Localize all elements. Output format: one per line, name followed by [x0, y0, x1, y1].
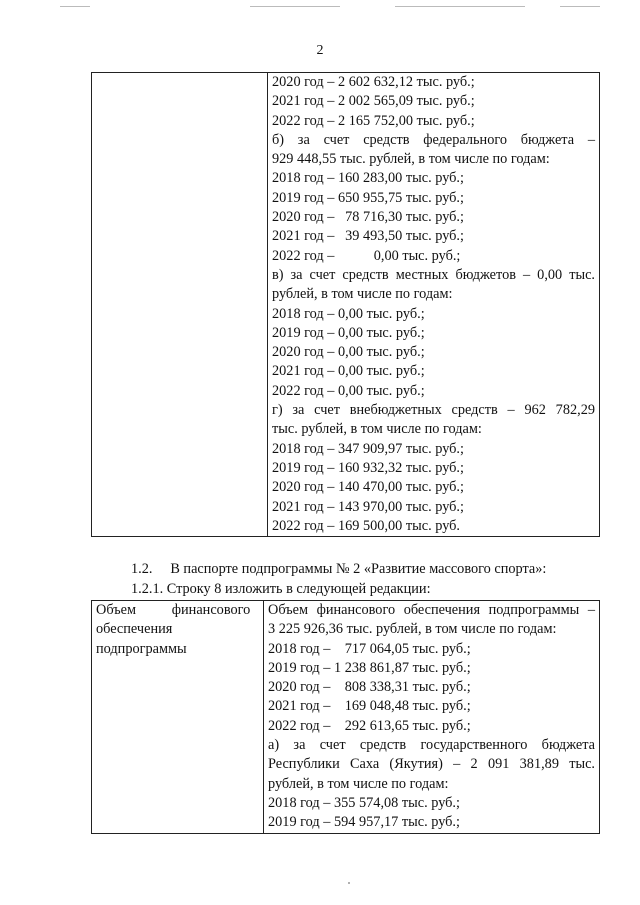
table1-line: б) за счет средств федерального бюджета – [272, 131, 595, 148]
table2-line: 2020 год – 808 338,31 тыс. руб.; [268, 679, 471, 696]
table1-line: 2019 год – 0,00 тыс. руб.; [272, 324, 425, 341]
table1-line: 2020 год – 78 716,30 тыс. руб.; [272, 209, 464, 226]
table1-line: 2022 год – 2 165 752,00 тыс. руб.; [272, 112, 475, 129]
scan-noise [60, 6, 90, 7]
table1-line: г) за счет внебюджетных средств – 962 782,29 [272, 402, 595, 419]
table1-right-cell [268, 73, 600, 537]
scan-noise [395, 6, 525, 7]
table2-line: 2022 год – 292 613,65 тыс. руб.; [268, 717, 471, 734]
table2-label-line: Объем финансового [96, 602, 251, 618]
table2-line: 2018 год – 717 064,05 тыс. руб.; [268, 640, 471, 657]
table1-line: 2019 год – 160 932,32 тыс. руб.; [272, 459, 464, 476]
table2-label-line: подпрограммы [96, 640, 187, 657]
table2-line: 3 225 926,36 тыс. рублей, в том числе по годам: [268, 621, 557, 638]
table1-line: 2022 год – 0,00 тыс. руб.; [272, 382, 425, 399]
table1-line: 2021 год – 2 002 565,09 тыс. руб.; [272, 93, 475, 110]
table2-row-value [264, 601, 600, 834]
table1-line: 2020 год – 0,00 тыс. руб.; [272, 344, 425, 361]
table1-line: 2021 год – 143 970,00 тыс. руб.; [272, 498, 464, 515]
table1-line: 2020 год – 2 602 632,12 тыс. руб.; [272, 74, 475, 90]
scan-noise [250, 6, 340, 7]
scan-dot [348, 882, 350, 884]
table2-line: 2019 год – 1 238 861,87 тыс. руб.; [268, 659, 471, 676]
table2-line: а) за счет средств государственного бюджета [268, 737, 595, 754]
table2-line: 2021 год – 169 048,48 тыс. руб.; [268, 698, 471, 715]
table1-line: рублей, в том числе по годам: [272, 286, 453, 303]
table2-line: Объем финансового обеспечения подпрограммы – [268, 602, 595, 618]
table1-line: 2020 год – 140 470,00 тыс. руб.; [272, 479, 464, 496]
financing-table-continued [91, 72, 600, 537]
table2-line: 2018 год – 355 574,08 тыс. руб.; [268, 794, 460, 811]
scan-noise [560, 6, 600, 7]
table1-line: 2021 год – 39 493,50 тыс. руб.; [272, 228, 464, 245]
section-heading-1-2-1: 1.2.1. Строку 8 изложить в следующей редакции: [131, 581, 431, 597]
table1-line: 2019 год – 650 955,75 тыс. руб.; [272, 189, 464, 206]
table1-line: тыс. рублей, в том числе по годам: [272, 421, 482, 438]
table2-line: 2019 год – 594 957,17 тыс. руб.; [268, 814, 460, 831]
table1-line: 2018 год – 347 909,97 тыс. руб.; [272, 440, 464, 457]
financing-table-subprogram-2 [91, 600, 600, 834]
table2-row-label [92, 601, 264, 834]
table2-line: Республики Саха (Якутия) – 2 091 381,89 тыс. [268, 756, 595, 773]
table2-label-line: обеспечения [96, 621, 173, 638]
table1-line: 2018 год – 0,00 тыс. руб.; [272, 305, 425, 322]
table1-line: в) за счет средств местных бюджетов – 0,00 тыс. [272, 266, 595, 283]
table1-line: 2018 год – 160 283,00 тыс. руб.; [272, 170, 464, 187]
table1-line: 2021 год – 0,00 тыс. руб.; [272, 363, 425, 380]
page-number: 2 [316, 43, 324, 58]
section-heading-1-2: 1.2. В паспорте подпрограммы № 2 «Развитие массового спорта»: [131, 561, 547, 577]
table1-left-cell [92, 73, 268, 537]
table1-line: 929 448,55 тыс. рублей, в том числе по годам: [272, 151, 550, 168]
table1-line: 2022 год – 169 500,00 тыс. руб. [272, 517, 461, 534]
table1-line: 2022 год – 0,00 тыс. руб.; [272, 247, 461, 264]
table2-line: рублей, в том числе по годам: [268, 775, 449, 792]
